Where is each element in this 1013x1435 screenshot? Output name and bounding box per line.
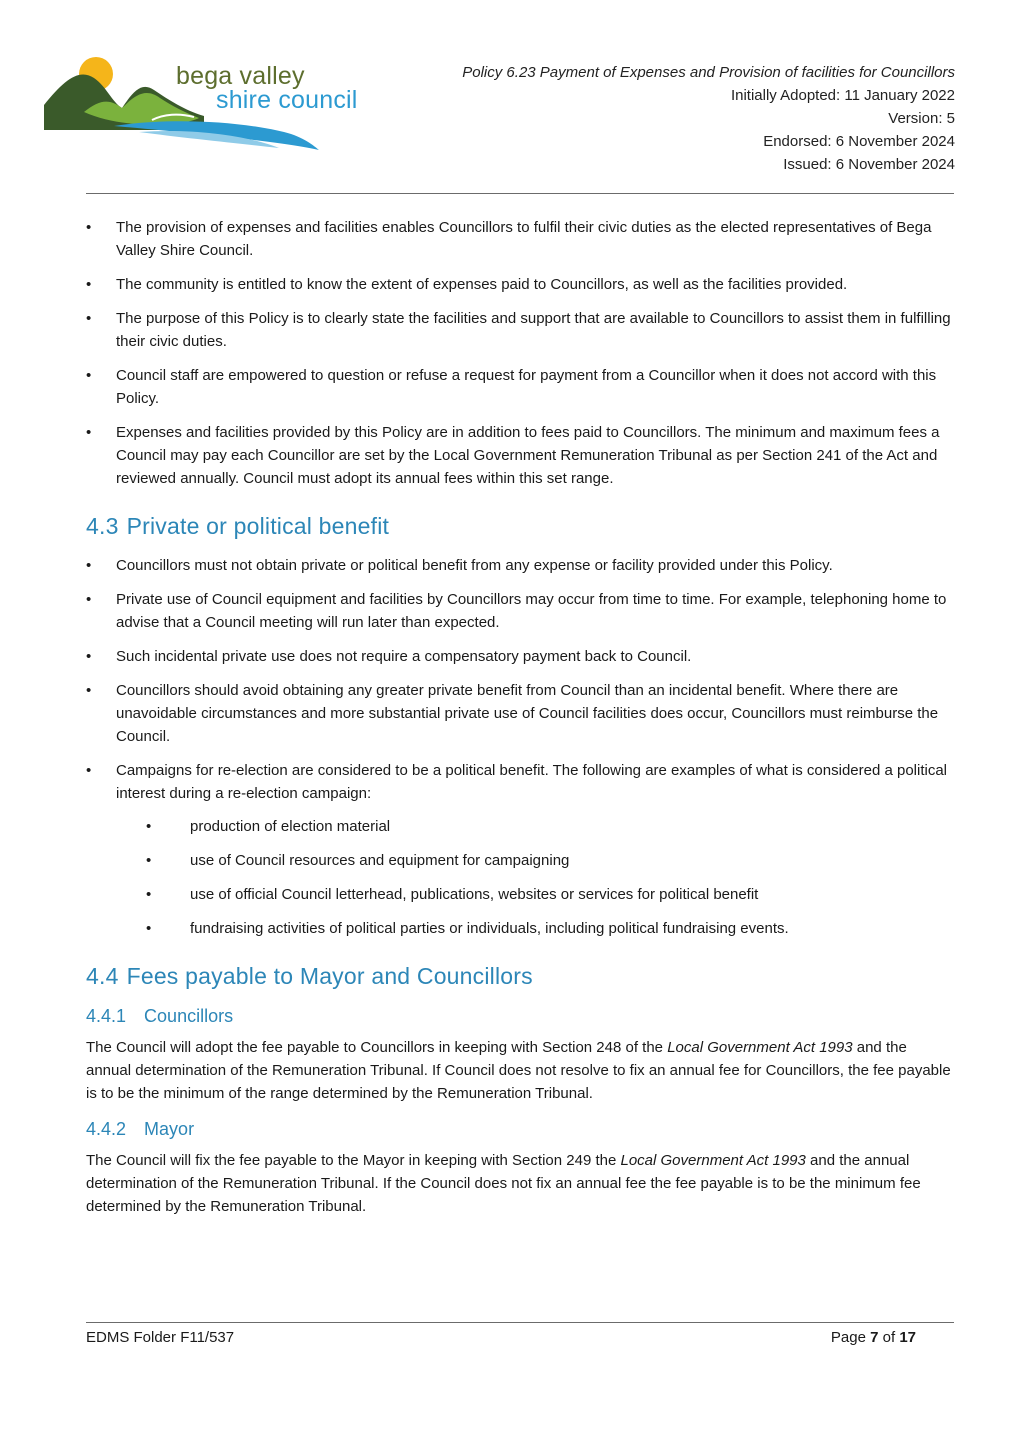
sub-list-item: • use of Council resources and equipment for campaigning xyxy=(116,849,954,872)
page-total: 17 xyxy=(899,1329,916,1346)
section-title: Private or political benefit xyxy=(126,513,390,539)
section-number: 4.3 xyxy=(86,513,119,539)
endorsed-date: Endorsed: 6 November 2024 xyxy=(763,133,955,150)
sub-list-item: • use of official Council letterhead, publications, websites or services for political benefit xyxy=(116,883,954,906)
paragraph-text: The Council will fix the fee payable to the Mayor in keeping with Section 249 the xyxy=(86,1152,621,1169)
policy-metadata xyxy=(462,61,955,176)
page-of: of xyxy=(878,1329,900,1346)
list-item-campaigns xyxy=(86,759,954,940)
list-item: • Councillors must not obtain private or political benefit from any expense or facility provided under this Policy. xyxy=(86,554,954,577)
section-number: 4.4 xyxy=(86,963,119,989)
intro-bullet-list xyxy=(86,216,954,490)
subsection-heading-mayor xyxy=(86,1117,954,1141)
political-interest-sub-list xyxy=(116,815,954,940)
issued-date: Issued: 6 November 2024 xyxy=(783,156,955,173)
subsection-title: Councillors xyxy=(144,1006,234,1026)
paragraph-text: and the annual determination of the Remuneration Tribunal. If the Council does not fix an annual fee the fee payable is to be the minimum fee determined by the Remuneration Tribunal. xyxy=(86,1152,921,1215)
act-name: Local Government Act 1993 xyxy=(620,1152,806,1169)
policy-title: Policy 6.23 Payment of Expenses and Provision of facilities for Councillors xyxy=(462,64,955,81)
page-current: 7 xyxy=(870,1329,879,1346)
sub-list-item: • production of election material xyxy=(116,815,954,838)
initially-adopted: Initially Adopted: 11 January 2022 xyxy=(730,87,955,104)
list-item: • Private use of Council equipment and facilities by Councillors may occur from time to time. For example, telephoning home to advise that a Council meeting will run later than expected. xyxy=(86,588,954,634)
list-item: • Councillors should avoid obtaining any greater private benefit from Council than an incidental benefit. Where there are unavoidable circumstances and more substantial private use of Council facilities does occur, Councillors must reimburse the Council. xyxy=(86,679,954,748)
page-prefix: Page xyxy=(830,1329,871,1346)
list-item: • The purpose of this Policy is to clearly state the facilities and support that are available to Councillors to assist them in fulfilling their civic duties. xyxy=(86,307,954,353)
edms-folder: EDMS Folder F11/537 xyxy=(86,1329,235,1346)
section-heading-fees-payable xyxy=(86,962,954,990)
logo-wordmark xyxy=(176,64,358,112)
paragraph-text: The Council will adopt the fee payable to Councillors in keeping with Section 248 of the xyxy=(86,1039,668,1056)
mayor-fee-paragraph xyxy=(86,1149,954,1218)
list-item: • The community is entitled to know the extent of expenses paid to Councillors, as well as the facilities provided. xyxy=(86,273,954,296)
section-heading-private-political-benefit xyxy=(86,512,954,540)
footer-divider xyxy=(86,1322,954,1323)
section-title: Fees payable to Mayor and Councillors xyxy=(126,963,533,989)
logo-line-shire-council: shire council xyxy=(216,86,358,114)
list-item: • The provision of expenses and facilities enables Councillors to fulfil their civic duties as the elected representatives of Bega Valley Shire Council. xyxy=(86,216,954,262)
act-name: Local Government Act 1993 xyxy=(667,1039,853,1056)
private-benefit-bullet-list xyxy=(86,554,954,940)
sub-list-item: • fundraising activities of political parties or individuals, including political fundraising events. xyxy=(116,917,954,940)
subsection-number: 4.4.1 xyxy=(86,1006,127,1026)
logo-line-bega-valley: bega valley xyxy=(176,62,305,90)
subsection-number: 4.4.2 xyxy=(86,1119,127,1139)
list-item-text: Campaigns for re-election are considered to be a political benefit. The following are examples of what is considered a political interest during a re-election campaign: xyxy=(116,762,948,802)
list-item: • Council staff are empowered to question or refuse a request for payment from a Councillor when it does not accord with this Policy. xyxy=(86,364,954,410)
council-logo xyxy=(44,50,374,158)
list-item: • Such incidental private use does not require a compensatory payment back to Council. xyxy=(86,645,954,668)
policy-body xyxy=(86,216,954,1228)
councillors-fee-paragraph xyxy=(86,1036,954,1105)
paragraph-text: and the annual determination of the Remuneration Tribunal. If Council does not resolve to fix an annual fee for Councillors, the fee payable is to be the minimum of the range determined by the Remuneration Tribunal. xyxy=(86,1039,951,1102)
subsection-heading-councillors xyxy=(86,1004,954,1028)
version: Version: 5 xyxy=(888,110,955,127)
subsection-title: Mayor xyxy=(144,1119,195,1139)
list-item: • Expenses and facilities provided by this Policy are in addition to fees paid to Councillors. The minimum and maximum fees a Council may pay each Councillor are set by the Local Government Remuneration Tribunal as per Section 241 of the Act and reviewed annually. Council must adopt its annual fees within this set range. xyxy=(86,421,954,490)
page-number xyxy=(831,1327,916,1349)
header-divider xyxy=(86,193,954,194)
